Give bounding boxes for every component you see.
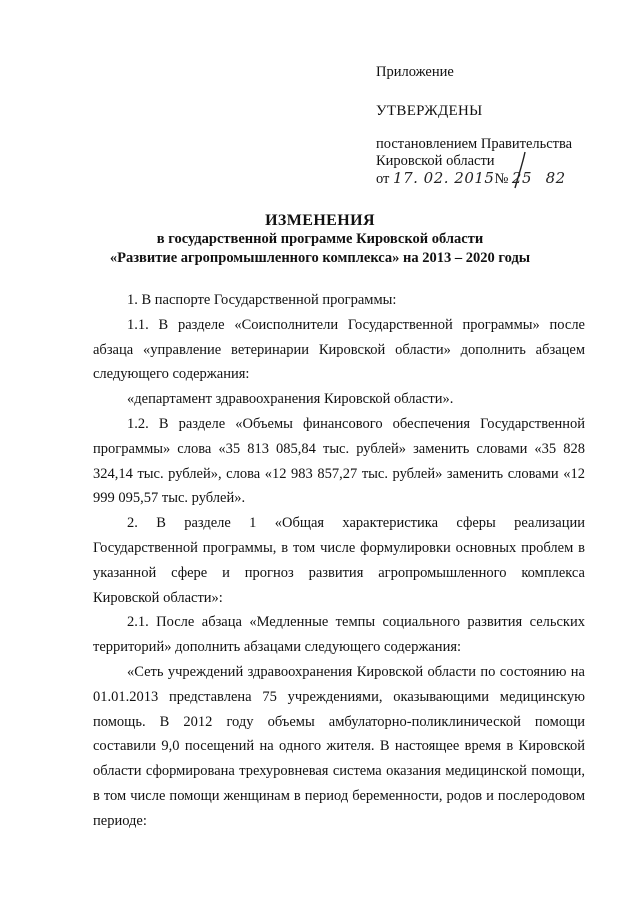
title-line-3: «Развитие агропромышленного комплекса» на 2013 – 2020 годы (109, 250, 531, 266)
decree-line: постановлением Правительства (376, 136, 573, 152)
date-prefix: от (376, 171, 390, 187)
title-line-2: в государственной программе Кировской области (156, 231, 484, 247)
document-body (93, 288, 585, 834)
handwritten-number: 25 (511, 169, 533, 187)
paragraph-quote-department: «департамент здравоохранения Кировской области». (127, 391, 454, 408)
approved-label: УТВЕРЖДЕНЫ (376, 103, 483, 119)
appendix-label: Приложение (376, 64, 454, 80)
handwritten-number-suffix: 82 (545, 169, 566, 187)
handwritten-date: 17. 02. 2015 (393, 169, 495, 187)
paragraph-1-2: 1.2. В разделе «Объемы финансового обеспечения Государственной программы» слова «35 813 085,84 тыс. рублей» заменить словами «35 828 324,14 тыс. рублей», слова «12 983 857,27 тыс. рублей» заменить словами «12 999 095,57 тыс. рублей». (93, 415, 585, 507)
paragraph-1: 1. В паспорте Государственной программы: (127, 292, 397, 308)
paragraph-2: 2. В разделе 1 «Общая характеристика сферы реализации Государственной программы, в том числе формулировки основных проблем в указанной сфере и прогноз развития агропромышленного комплекса Кировской области»: (93, 515, 585, 606)
approval-block (376, 64, 616, 190)
paragraph-1-1: 1.1. В разделе «Соисполнители Государственной программы» после абзаца «управление ветеринарии Кировской области» дополнить абзацем следующего содержания: (93, 316, 585, 383)
region-line: Кировской области (376, 153, 495, 169)
date-number-line (376, 170, 616, 190)
paragraph-healthcare-network: «Сеть учреждений здравоохранения Кировской области по состоянию на 01.01.2013 представлена 75 учреждениями, оказывающими медицинскую помощь. В 2012 году объемы амбулаторно-поликлинической помощи составили 9,0 посещений на одного жителя. В настоящее время в Кировской области сформирована трехуровневая система оказания медицинской помощи, в том числе помощи женщинам в период беременности, родов и послеродовом периоде: (93, 663, 585, 829)
title-heading: ИЗМЕНЕНИЯ (265, 212, 375, 229)
paragraph-2-1: 2.1. После абзаца «Медленные темпы социального развития сельских территорий» дополнить абзацами следующего содержания: (93, 614, 585, 656)
handwritten-slash-mark (513, 150, 527, 190)
document-title (0, 211, 640, 268)
number-mark: № (494, 171, 509, 187)
